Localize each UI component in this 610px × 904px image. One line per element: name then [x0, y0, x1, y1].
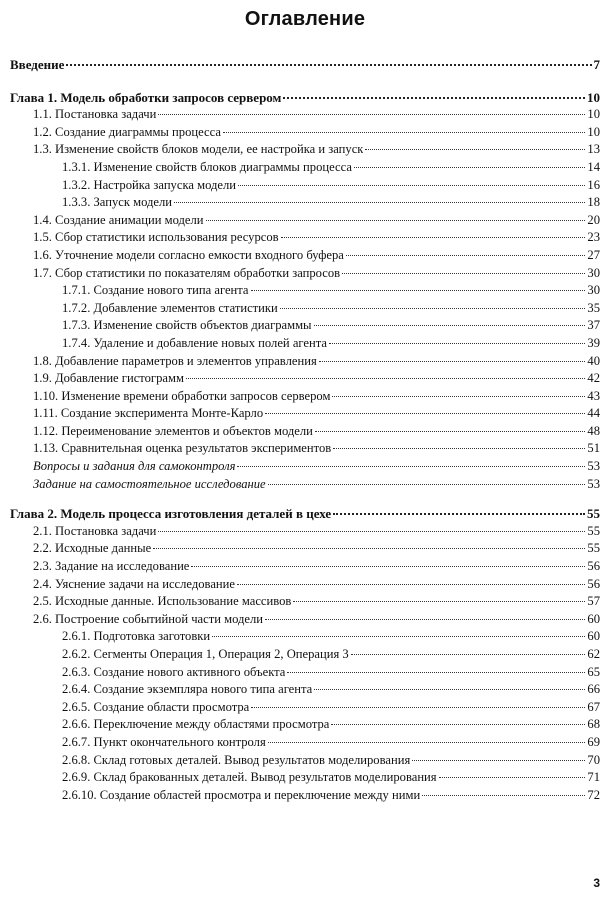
toc-entry-label: 1.7.1. Создание нового типа агента	[62, 283, 249, 298]
toc-entry-page: 39	[587, 335, 600, 350]
chapter-1-items	[10, 106, 600, 493]
toc-entry[interactable]	[10, 787, 600, 805]
leader-dots	[223, 132, 585, 133]
toc-entry-label: 1.7.3. Изменение свойств объектов диаграммы	[62, 318, 312, 333]
leader-dots	[212, 636, 585, 637]
leader-dots	[333, 513, 585, 515]
toc-entry-page: 51	[587, 441, 600, 456]
toc-entry-label: 1.7.2. Добавление элементов статистики	[62, 300, 278, 315]
leader-dots	[354, 167, 585, 168]
toc-entry[interactable]	[10, 423, 600, 441]
toc-entry-page: 71	[587, 770, 600, 785]
toc-entry-page: 42	[587, 371, 600, 386]
leader-dots	[331, 724, 585, 725]
toc-entry[interactable]	[10, 593, 600, 611]
toc-entry[interactable]	[10, 317, 600, 335]
leader-dots	[265, 413, 585, 414]
toc-chapter-2[interactable]	[10, 505, 600, 523]
leader-dots	[314, 325, 586, 326]
toc-entry[interactable]	[10, 282, 600, 300]
toc-entry-label: 2.6. Построение событийной части модели	[33, 611, 264, 626]
leader-dots	[268, 484, 586, 485]
toc-entry-page: 55	[587, 541, 600, 556]
toc-entry[interactable]	[10, 664, 600, 682]
leader-dots	[319, 361, 586, 362]
toc-entry-label: 1.3.2. Настройка запуска модели	[62, 177, 237, 192]
toc-entry-page: 60	[587, 629, 600, 644]
toc-entry-label: 1.10. Изменение времени обработки запросов сервером	[33, 388, 331, 403]
toc-entry-page: 20	[587, 212, 600, 227]
leader-dots	[346, 255, 586, 256]
toc-chapter-2-page: 55	[587, 506, 600, 522]
leader-dots	[342, 273, 585, 274]
leader-dots	[237, 584, 585, 585]
leader-dots	[439, 777, 586, 778]
toc-entry[interactable]	[10, 124, 600, 142]
toc-entry-page: 56	[587, 559, 600, 574]
toc-entry-label: 2.6.10. Создание областей просмотра и переключение между ними	[62, 787, 421, 802]
toc-entry-label: 2.5. Исходные данные. Использование массивов	[33, 594, 292, 609]
toc-entry-label: 1.6. Уточнение модели согласно емкости входного буфера	[33, 247, 344, 262]
toc-entry-page: 69	[587, 734, 600, 749]
toc-entry-label: 2.6.3. Создание нового активного объекта	[62, 664, 286, 679]
toc-entry-label: 2.6.7. Пункт окончательного контроля	[62, 734, 266, 749]
toc-entry[interactable]	[10, 353, 600, 371]
toc-entry-label: 1.5. Сбор статистики использования ресурсов	[33, 230, 279, 245]
toc-entry-label: 1.8. Добавление параметров и элементов управления	[33, 353, 317, 368]
toc-entry-page: 66	[587, 682, 600, 697]
toc-entry-page: 35	[587, 300, 600, 315]
leader-dots	[333, 448, 585, 449]
toc-entry[interactable]	[10, 523, 600, 541]
toc-entry[interactable]	[10, 558, 600, 576]
toc-entry-page: 72	[587, 787, 600, 802]
toc-entry-label: 1.13. Сравнительная оценка результатов экспериментов	[33, 441, 332, 456]
toc-entry[interactable]	[10, 405, 600, 423]
toc-entry-page: 14	[587, 159, 600, 174]
leader-dots	[206, 220, 586, 221]
toc-entry[interactable]	[10, 265, 600, 283]
toc-entry-label: 1.1. Постановка задачи	[33, 107, 157, 122]
toc-entry[interactable]	[10, 440, 600, 458]
leader-dots	[293, 601, 585, 602]
leader-dots	[153, 548, 585, 549]
toc-entry-label: 2.1. Постановка задачи	[33, 523, 157, 538]
leader-dots	[238, 185, 585, 186]
toc-entry-page: 10	[587, 107, 600, 122]
toc-entry[interactable]	[10, 476, 600, 494]
toc-entry[interactable]	[10, 769, 600, 787]
toc-entry[interactable]	[10, 159, 600, 177]
leader-dots	[265, 619, 585, 620]
toc-entry-page: 43	[587, 388, 600, 403]
toc-entry[interactable]	[10, 611, 600, 629]
toc-entry-page: 30	[587, 283, 600, 298]
spacer	[10, 74, 600, 89]
chapter-2-items	[10, 523, 600, 805]
toc-entry[interactable]	[10, 576, 600, 594]
toc-entry-label: 2.4. Уяснение задачи на исследование	[33, 576, 235, 591]
toc-entry[interactable]	[10, 335, 600, 353]
toc-entry-page: 67	[587, 699, 600, 714]
leader-dots	[251, 707, 585, 708]
toc-entry[interactable]	[10, 370, 600, 388]
toc-entry[interactable]	[10, 699, 600, 717]
toc-entry[interactable]	[10, 194, 600, 212]
toc-entry-page: 53	[587, 459, 600, 474]
leader-dots	[287, 672, 585, 673]
toc-entry[interactable]	[10, 229, 600, 247]
toc-entry[interactable]	[10, 141, 600, 159]
leader-dots	[174, 202, 585, 203]
toc-chapter-1[interactable]	[10, 89, 600, 107]
toc-entry[interactable]	[10, 177, 600, 195]
leader-dots	[281, 237, 586, 238]
toc-entry-page: 23	[587, 230, 600, 245]
toc-intro-label: Введение	[10, 57, 65, 72]
leader-dots	[422, 795, 585, 796]
toc-entry-page: 60	[587, 611, 600, 626]
toc-entry-label: 2.6.1. Подготовка заготовки	[62, 629, 211, 644]
toc-entry-label: 1.7.4. Удаление и добавление новых полей агента	[62, 335, 327, 350]
toc-entry[interactable]	[10, 458, 600, 476]
toc-entry[interactable]	[10, 734, 600, 752]
toc-entry-page: 16	[587, 177, 600, 192]
toc-intro[interactable]	[10, 56, 600, 74]
toc-entry-label: Вопросы и задания для самоконтроля	[33, 459, 236, 474]
toc-entry-label: 1.7. Сбор статистики по показателям обработки запросов	[33, 265, 341, 280]
toc-entry-page: 70	[587, 752, 600, 767]
toc-entry[interactable]	[10, 628, 600, 646]
leader-dots	[237, 466, 585, 467]
leader-dots	[251, 290, 586, 291]
toc-entry-label: 1.3.1. Изменение свойств блоков диаграммы процесса	[62, 159, 352, 174]
toc-entry-page: 68	[587, 717, 600, 732]
toc-entry-label: 1.11. Создание эксперимента Монте-Карло	[33, 406, 264, 421]
leader-dots	[66, 64, 591, 66]
toc-entry-page: 27	[587, 247, 600, 262]
toc-entry-page: 55	[587, 523, 600, 538]
toc-entry[interactable]	[10, 388, 600, 406]
toc-entry-label: 1.12. Переименование элементов и объектов модели	[33, 423, 313, 438]
toc-entry[interactable]	[10, 300, 600, 318]
leader-dots	[186, 378, 585, 379]
toc-entry[interactable]	[10, 247, 600, 265]
toc-entry-label: 1.2. Создание диаграммы процесса	[33, 124, 221, 139]
toc-entry[interactable]	[10, 106, 600, 124]
page-title: Оглавление	[244, 8, 366, 30]
toc-entry[interactable]	[10, 212, 600, 230]
toc-entry-page: 57	[587, 594, 600, 609]
leader-dots	[191, 566, 585, 567]
toc-entry-label: 2.6.6. Переключение между областями просмотра	[62, 717, 330, 732]
leader-dots	[314, 689, 585, 690]
toc-entry[interactable]	[10, 716, 600, 734]
toc-entry-label: 2.6.5. Создание области просмотра	[62, 699, 250, 714]
toc-entry-label: 1.4. Создание анимации модели	[33, 212, 204, 227]
toc-entry-label: 2.6.8. Склад готовых деталей. Вывод результатов моделирования	[62, 752, 411, 767]
table-of-contents	[10, 56, 600, 804]
leader-dots	[158, 531, 585, 532]
toc-entry-label: 1.3.3. Запуск модели	[62, 195, 173, 210]
toc-entry[interactable]	[10, 752, 600, 770]
leader-dots	[412, 760, 585, 761]
toc-entry-page: 40	[587, 353, 600, 368]
toc-entry-label: Задание на самостоятельное исследование	[33, 476, 266, 491]
toc-chapter-1-label: Глава 1. Модель обработки запросов сервером	[10, 89, 282, 105]
toc-entry-label: 1.9. Добавление гистограмм	[33, 371, 184, 386]
leader-dots	[280, 308, 586, 309]
page-number: 3	[593, 876, 600, 890]
leader-dots	[158, 114, 585, 115]
toc-entry-page: 18	[587, 195, 600, 210]
toc-entry-page: 65	[587, 664, 600, 679]
toc-entry-page: 56	[587, 576, 600, 591]
toc-intro-page: 7	[593, 57, 600, 72]
toc-entry-label: 2.2. Исходные данные	[33, 541, 152, 556]
leader-dots	[365, 149, 585, 150]
leader-dots	[283, 97, 585, 99]
toc-chapter-2-label: Глава 2. Модель процесса изготовления деталей в цехе	[10, 506, 332, 522]
leader-dots	[332, 396, 585, 397]
toc-entry-label: 2.3. Задание на исследование	[33, 559, 190, 574]
leader-dots	[329, 343, 585, 344]
toc-entry-page: 44	[587, 406, 600, 421]
leader-dots	[268, 742, 586, 743]
toc-entry-label: 2.6.9. Склад бракованных деталей. Вывод результатов моделирования	[62, 770, 437, 785]
spacer	[10, 493, 600, 505]
toc-entry-page: 53	[587, 476, 600, 491]
leader-dots	[351, 654, 586, 655]
toc-entry-label: 2.6.4. Создание экземпляра нового типа агента	[62, 682, 313, 697]
toc-entry[interactable]	[10, 540, 600, 558]
toc-entry-page: 48	[587, 423, 600, 438]
toc-entry-page: 30	[587, 265, 600, 280]
toc-entry-page: 62	[587, 647, 600, 661]
leader-dots	[315, 431, 586, 432]
toc-chapter-1-page: 10	[587, 89, 600, 105]
toc-entry[interactable]	[10, 646, 600, 664]
toc-entry-label: 1.3. Изменение свойств блоков модели, ее настройка и запуск	[33, 142, 364, 157]
toc-entry[interactable]	[10, 681, 600, 699]
toc-entry-page: 10	[587, 124, 600, 139]
toc-entry-page: 37	[587, 318, 600, 333]
toc-entry-label: 2.6.2. Сегменты Операция 1, Операция 2, Операция 3	[62, 647, 349, 661]
toc-entry-page: 13	[587, 142, 600, 157]
